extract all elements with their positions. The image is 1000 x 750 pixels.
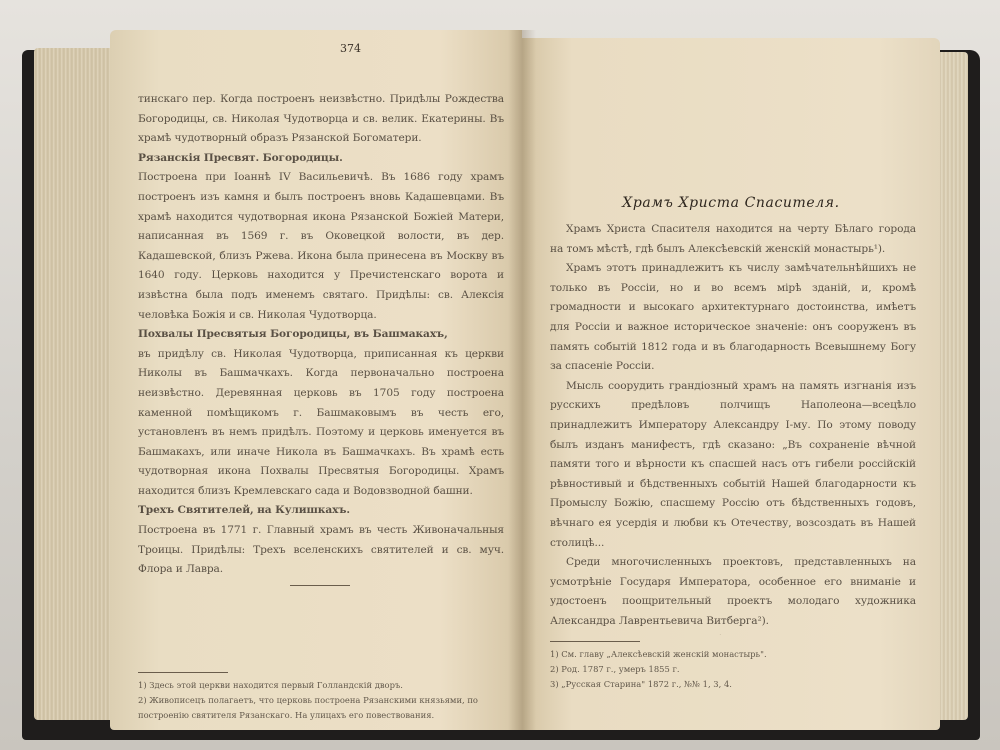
paragraph-text: Построена при Iоаннѣ IV Васильевичѣ. Въ 1686 году храмъ построенъ изъ камня и былъ построенъ вновь Кадашевцами. Въ храмѣ находится чудотворная икона Рязанской Божiей Матери, написанная въ 1569 г. въ Оковецкой волости, въ дер. Кадашевской, близъ Ржева. Икона была принесена въ Москву въ 1640 году. Церковь находится у Пречистенскаго ворота и извѣстна была подъ именемъ святаго. Придѣлы: св. Алексiя человѣка Божiя и св. Николая Чудотворца. — [138, 171, 504, 321]
right-page-body — [550, 220, 916, 635]
right-page — [522, 38, 940, 730]
paragraph: Мысль соорудить грандiозный храмъ на память изгнанiя изъ русскихъ предѣловъ полчищъ Наполеона—всецѣло принадлежитъ Императору Александру I-му. По этому поводу былъ изданъ манифестъ, гдѣ сказано: „Въ сохраненiе вѣчной памяти того и вѣрности къ спасшей насъ отъ гибели россiйскiй рѣвностивый и бѣдственныхъ событiй Нашей благодарности къ Промыслу Божiю, спасшему Россiю отъ бѣдственныхъ годовъ, вѣчнаго ея усердiя и любви къ Отечеству, возсоздать въ Нашей столицѣ... — [550, 379, 916, 549]
paragraph: Среди многочисленныхъ проектовъ, представленныхъ на усмотрѣнiе Государя Императора, особенное его вниманiе и удостоенъ поощрительный проектъ молодаго художника Александра Лаврентьевича Витберга²). — [550, 556, 916, 627]
footnote-rule — [550, 641, 640, 642]
paragraph-text: тинскаго пер. Когда построенъ неизвѣстно. Придѣлы Рождества Богородицы, св. Николая Чудотворца и св. велик. Екатерины. Въ храмѣ чудотворный образъ Рязанской Богоматери. — [138, 93, 504, 145]
paragraph: Храмъ Христа Спасителя находится на черту Бѣлаго города на томъ мѣстѣ, гдѣ былъ Алексѣевскiй женскiй монастырь¹). — [550, 223, 916, 255]
footnote: 2) Живописецъ полагаетъ, что церковь построена Рязанскими князьями, по построенію святителя Рязанскаго. На улицахъ его повествования. — [138, 695, 478, 720]
paragraph: Храмъ этотъ принадлежитъ къ числу замѣчательнѣйшихъ не только въ Россiи, но и во всемъ мiрѣ зданiй, и, кромѣ громадности и высокаго архитектурнаго достоинства, имѣетъ для Россiи и важное историческое значенiе: онъ сооруженъ въ память событiй 1812 года и въ благодарность Всевышнему Богу за спасенiе Россiи. — [550, 262, 916, 373]
section-heading: Рязанскiя Пресвят. Богородицы. — [138, 151, 343, 164]
book-gutter — [508, 30, 536, 730]
paragraph-text: Построена въ 1771 г. Главный храмъ въ честь Живоначальныя Троицы. Придѣлы: Трехъ вселенскихъ святителей и св. муч. Флора и Лавра. — [138, 524, 504, 576]
right-footnotes — [550, 647, 916, 707]
footnote-rule — [138, 672, 228, 673]
footnote: 3) „Русская Старина" 1872 г., №№ 1, 3, 4. — [550, 679, 732, 689]
section-separator — [290, 585, 350, 586]
chapter-title: Храмъ Христа Спасителя. — [622, 195, 840, 211]
left-footnotes — [138, 678, 504, 724]
left-page-body — [138, 90, 504, 580]
section-heading: Трехъ Святителей, на Кулишкахъ. — [138, 504, 350, 517]
footnote: 2) Род. 1787 г., умеръ 1855 г. — [550, 664, 680, 674]
section-heading: Похвалы Пресвятыя Богородицы, въ Башмакахъ, — [138, 328, 448, 341]
paragraph-text: въ придѣлу св. Николая Чудотворца, приписанная къ церкви Николы въ Башмачкахъ. Когда первоначально построена неизвѣстно. Деревянная церковь въ 1705 году построена каменной помѣщикомъ г. Башмаковымъ въ честь его, установленъ въ немъ придѣлъ. Поэтому и церковь именуется въ Башмакахъ, или иначе Никола въ Башмачкахъ. Въ храмѣ есть чудотворная икона Похвалы Пресвятыя Богородицы. Храмъ находится близъ Кремлевскаго сада и Водовзводной башни. — [138, 347, 504, 497]
page-number: 374 — [340, 42, 361, 55]
left-page — [110, 30, 522, 730]
paragraph — [550, 631, 916, 635]
footnote: 1) Здесь этой церкви находится первый Голландскій дворъ. — [138, 680, 403, 690]
footnote: 1) См. главу „Алексѣевскiй женскiй монастырь". — [550, 649, 767, 659]
